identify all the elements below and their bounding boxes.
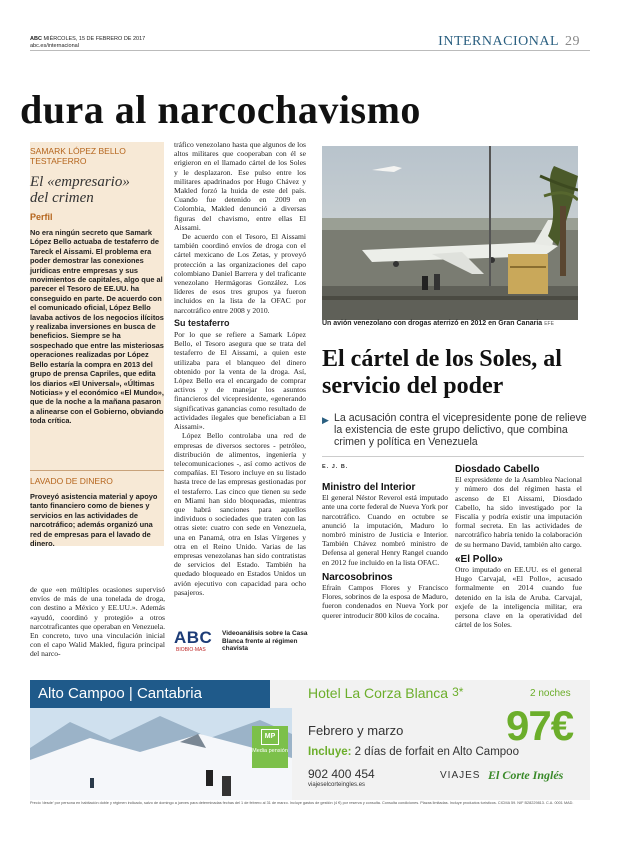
airport-illustration xyxy=(322,146,578,320)
article-column-d xyxy=(322,483,448,620)
ad-badge-logo: MP xyxy=(261,729,279,745)
article-column-c xyxy=(174,140,306,597)
ad-includes-text: 2 días de forfait en Alto Campoo xyxy=(354,746,519,758)
article-column-b: de que «en múltiples ocasiones supervisó envíos de más de una tonelada de droga, con destino a México y EE.UU.». Además «ayudó, coordinó y protegió» a otros narcotraficantes que operaban en Venezuela. En concreto, tuvo una vinculación inicial con el capo Walid Makled, figura principal del narco- xyxy=(30,585,165,659)
page-headline: dura al narcochavismo xyxy=(20,87,421,132)
abc-video-promo[interactable] xyxy=(174,628,306,660)
masthead-date: MIÉRCOLES, 15 DE FEBRERO DE 2017 xyxy=(43,36,146,42)
section-text-ministro: El general Néstor Reverol está imputado ante una corte federal de Nueva York por narcotráfico. Cuando en octubre se anunció la imputación, Maduro lo nombró ministro de Justicia e Interior. También Chávez nombró ministro de Defensa al general Henry Rangel cuando en 2012 fue incluido en la lista OFAC. xyxy=(322,493,448,567)
article-deck xyxy=(322,412,596,448)
photo-caption-text: Un avión venezolano con drogas aterrizó en 2012 en Gran Canaria xyxy=(322,320,543,327)
article-rule xyxy=(322,456,584,457)
article-byline: E. J. B. xyxy=(322,464,349,470)
masthead xyxy=(30,36,145,50)
sidebar-perfil-label: Perfil xyxy=(30,212,53,222)
section-head-ministro: Ministro del Interior xyxy=(322,482,416,493)
ad-hotel-name: Hotel La Corza Blanca xyxy=(308,685,449,701)
sidebar-kicker-2: LAVADO DE DINERO xyxy=(30,476,113,486)
section-head-narcosobrinos: Narcosobrinos xyxy=(322,571,393,583)
section-text-pollo: Otro imputado en EE.UU. es el general Hugo Carvajal, «El Pollo», acusado formalmente en 2014 cuando fue detenido en la isla de Aruba. Carvajal, exjefe de la inteligencia militar, era persona clave en la operatividad del cártel de los Soles. xyxy=(455,565,582,630)
abc-promo-text: Videoanálisis sobre la Casa Blanca frente al régimen chavista xyxy=(222,630,308,652)
deck-arrow-icon: ▶ xyxy=(322,415,329,425)
photo-plane xyxy=(322,146,578,320)
masthead-paper: ABC xyxy=(30,36,42,42)
ad-hotel-stars: 3* xyxy=(452,685,464,699)
ad-viajes: VIAJES xyxy=(440,770,481,781)
ad-destination: Alto Campoo | Cantabria xyxy=(30,680,270,708)
ad-includes-label: Incluye: xyxy=(308,746,352,758)
ad-badge-text: Media pensión xyxy=(252,748,288,754)
section-label xyxy=(438,34,580,50)
abc-partner: BIOBIO·MAS xyxy=(176,647,206,653)
sidebar-box xyxy=(30,142,164,549)
article-column-e xyxy=(455,465,582,629)
photo-caption xyxy=(322,320,578,327)
sidebar-kicker: SAMARK LÓPEZ BELLO TESTAFERRO xyxy=(30,146,126,166)
section-text-narcosobrinos: Efraín Campos Flores y Francisco Flores, sobrinos de la esposa de Maduro, fueron condenados en Nueva York por querer introducir 800 kilos de cocaína. xyxy=(322,583,448,620)
col-c-paragraph-4: López Bello controlaba una red de empresas de diversos sectores - petróleo, distribución de alimentos, ingeniería y telecomunicaciones -, así como activos de compañías. El Tesoro incluye en su listado hasta trece de las empresas gestionadas por el testaferro. Las cinco que tienen su sede en Miami han sido bloqueadas, mientras que habrá sanciones para aquellos individuos o sociedades que traten con las otras siete: cuatro con sede en Venezuela, una en Panamá, otra en Islas Vírgenes y otra en el Reino Unido. Varias de las empresas venezolanas han sido contratistas de servicios del Estado. También ha quedado bloqueado en Estados Unidos un avión ejecutivo con capacidad para ocho pasajeros. xyxy=(174,431,306,597)
section-head-pollo: «El Pollo» xyxy=(455,553,503,565)
advertisement[interactable] xyxy=(30,680,590,800)
sidebar-title: El «empresario» del crimen xyxy=(30,174,130,206)
ad-media-pension-badge xyxy=(252,726,288,768)
article-title: El cártel de los Soles, al servicio del poder xyxy=(322,346,562,399)
abc-logo: ABC xyxy=(174,628,213,647)
ad-includes xyxy=(308,746,519,758)
sidebar-text: No era ningún secreto que Samark López Bello actuaba de testaferro de Tareck el Aissami. El problema era poder demostrar las conexiones jurídicas entre empresas y sus movimientos de capitales, algo que al parecer el Tesoro de EE.UU. ha conseguido en parte. De acuerdo con el comunicado oficial, López Bello lavaba activos de los negocios ilícitos y realizaba inversiones en busca de beneficios. Siempre se ha sospechado que entre las misteriosas operaciones realizadas por López Bello estaría la compra en 2013 del grupo de prensa Capriles, que edita los diarios «El Universal», «Últimas Noticias» y el económico «El Mundo», que de la noche a la mañana pasaron a alinearse con el Gobierno, obviando toda crítica. xyxy=(30,228,164,426)
ad-dates: Febrero y marzo xyxy=(308,723,404,738)
ad-hotel xyxy=(308,685,463,701)
col-c-paragraph-1: tráfico venezolano hasta que algunos de los altos militares que cooperaban con él se erigieron en el llamado cártel de los Soles y le desplazaron. Ese pulso entre los militares apadrinados por Hugo Chávez y Makled forzó la huida de este del país. Cuando fue detenido en 2009 en Colombia, Makled denunció a diversas figuras del chavismo, entre ellas El Aissami. xyxy=(174,140,307,232)
page-number: 29 xyxy=(565,34,580,49)
ad-brand-logo: El Corte Inglés xyxy=(488,768,564,782)
top-rule xyxy=(30,50,590,51)
col-c-subhead: Su testaferro xyxy=(174,317,230,328)
col-c-paragraph-3: Por lo que se refiere a Samark López Bello, el Tesoro asegura que se trata del testaferro de El Aissami, a quien este utilizaba para el blanqueo del dinero obtenido por la venta de la droga. Así, López Bello era el encargado de comprar activos y de manejar los asuntos financieros del vicepresidente, «generando significativas ganancias como resultado de actividades ilegales que beneficiaban a El Aissami». xyxy=(174,330,306,432)
article-deck-text: La acusación contra el vicepresidente pone de relieve la existencia de este grupo delictivo, que combina crimen y política en Venezuela xyxy=(334,412,587,448)
section-name: INTERNACIONAL xyxy=(438,34,559,49)
masthead-url: abc.es/internacional xyxy=(30,43,79,49)
section-text-diosdado: El expresidente de la Asamblea Nacional y número dos del régimen hasta el ascenso de El Aissami, Diosdado Cabello, ha sido investigado por la Fiscalía y podría existir una imputación formal secreta. En las actividades de narcotráfico habría tenido la colaboración de su hermano David, también alto cargo. xyxy=(455,475,582,549)
sidebar-divider xyxy=(30,470,164,471)
ad-price: 97€ xyxy=(506,702,574,749)
ad-website[interactable]: viajeselcorteingles.es xyxy=(308,782,366,788)
ad-phone[interactable]: 902 400 454 xyxy=(308,767,375,781)
photo-credit: EFE xyxy=(544,321,554,327)
ad-fineprint: Precio 'desde' por persona en habitación doble y régimen indicado, salvo de domingo a jueves para determinadas fechas del 1 de febrero al 31 de marzo. Incluye gastos de gestión (4 €) por reserva y consulta. Consulta condiciones. Plazas limitadas. Incluye productos turísticos. CICMA 59. NIF B28229813. C.A. 0001 MAD. xyxy=(30,801,574,805)
sidebar-text-2: Proveyó asistencia material y apoyo tanto financiero como de bienes y servicios en las actividades de narcotráfico; además organizó una red de empresas para el lavado de dinero. xyxy=(30,492,158,549)
col-c-paragraph-2: De acuerdo con el Tesoro, El Aissami también coordinó envíos de droga con el cártel mexicano de Los Zetas, y proveyó protección a las organizaciones del capo colombiano Daniel Barrera y del traficante venezolano Hermágoras González. Los líderes de esos tres grupos ya fueron incluidos en la lista de la OFAC por narcotráfico entre 2008 y 2010. xyxy=(174,232,306,315)
ad-nights: 2 noches xyxy=(530,688,571,699)
section-head-diosdado: Diosdado Cabello xyxy=(455,464,540,475)
